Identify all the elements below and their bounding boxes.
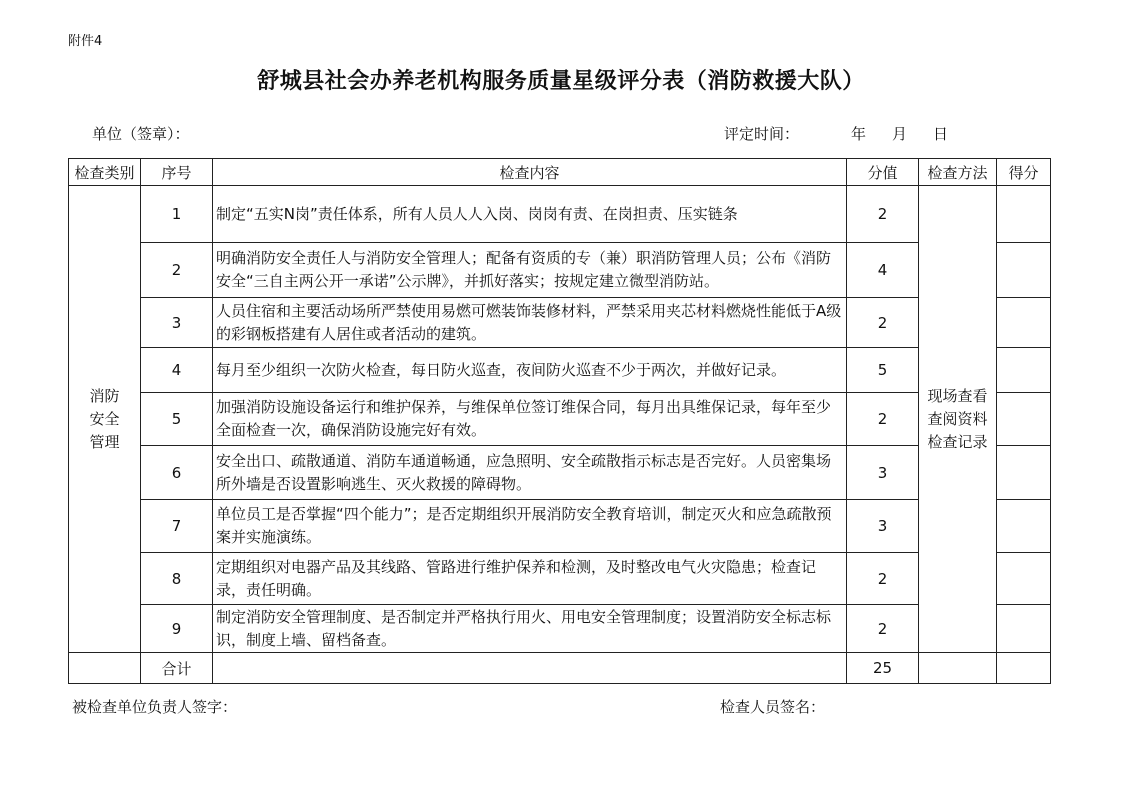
score-cell: 2	[847, 393, 919, 446]
page-title: 舒城县社会办养老机构服务质量星级评分表（消防救援大队）	[257, 69, 865, 94]
result-cell[interactable]	[997, 243, 1051, 298]
header-content: 检查内容	[213, 159, 847, 186]
total-content-cell	[213, 653, 847, 684]
total-row	[69, 653, 1051, 684]
seq-cell: 7	[141, 500, 213, 553]
method-line: 查阅资料	[927, 409, 988, 428]
inspected-unit-signature-label: 被检查单位负责人签字：	[72, 698, 238, 716]
score-cell: 2	[847, 553, 919, 605]
total-method-cell	[919, 653, 997, 684]
seq-cell: 6	[141, 446, 213, 500]
header-seq: 序号	[141, 159, 213, 186]
header-score: 分值	[847, 159, 919, 186]
table-row	[69, 446, 1051, 500]
result-cell[interactable]	[997, 348, 1051, 393]
table-row	[69, 553, 1051, 605]
seq-cell: 2	[141, 243, 213, 298]
evaluation-date-label: 评定时间：	[724, 125, 800, 143]
score-cell: 5	[847, 348, 919, 393]
score-cell: 3	[847, 446, 919, 500]
content-cell: 制定消防安全管理制度、是否制定并严格执行用火、用电安全管理制度；设置消防安全标志标识，制度上墙、留档备查。	[213, 605, 847, 653]
total-empty-cell	[69, 653, 141, 684]
header-method: 检查方法	[919, 159, 997, 186]
table-header-row	[69, 159, 1051, 186]
score-cell: 2	[847, 186, 919, 243]
seq-cell: 9	[141, 605, 213, 653]
content-cell: 人员住宿和主要活动场所严禁使用易燃可燃装饰装修材料，严禁采用夹芯材料燃烧性能低于A级的彩钢板搭建有人居住或者活动的建筑。	[213, 298, 847, 348]
result-cell[interactable]	[997, 605, 1051, 653]
category-line: 安全	[89, 409, 120, 428]
day-label: 日	[933, 125, 949, 143]
method-line: 现场查看	[927, 386, 988, 405]
table-row	[69, 500, 1051, 553]
seq-cell: 3	[141, 298, 213, 348]
inspector-signature-label: 检查人员签名：	[720, 698, 826, 716]
unit-seal-label: 单位（签章）：	[92, 125, 190, 143]
category-line: 管理	[89, 432, 120, 451]
evaluation-date	[724, 123, 948, 144]
category-cell	[69, 186, 141, 653]
seq-cell: 8	[141, 553, 213, 605]
seq-cell: 5	[141, 393, 213, 446]
seq-cell: 1	[141, 186, 213, 243]
content-cell: 每月至少组织一次防火检查，每日防火巡查，夜间防火巡查不少于两次，并做好记录。	[213, 348, 847, 393]
table-row	[69, 393, 1051, 446]
content-cell: 定期组织对电器产品及其线路、管路进行维护保养和检测，及时整改电气火灾隐患；检查记录，责任明确。	[213, 553, 847, 605]
result-cell[interactable]	[997, 446, 1051, 500]
score-cell: 2	[847, 605, 919, 653]
result-cell[interactable]	[997, 186, 1051, 243]
content-cell: 加强消防设施设备运行和维护保养，与维保单位签订维保合同，每月出具维保记录，每年至少全面检查一次，确保消防设施完好有效。	[213, 393, 847, 446]
month-label: 月	[892, 125, 908, 143]
content-cell: 明确消防安全责任人与消防安全管理人；配备有资质的专（兼）职消防管理人员；公布《消防安全“三自主两公开一承诺”公示牌》，并抓好落实；按规定建立微型消防站。	[213, 243, 847, 298]
attachment-label: 附件4	[68, 34, 103, 49]
score-cell: 4	[847, 243, 919, 298]
seq-cell: 4	[141, 348, 213, 393]
table-row	[69, 605, 1051, 653]
content-cell: 制定“五实N岗”责任体系，所有人员人人入岗、岗岗有责、在岗担责、压实链条	[213, 186, 847, 243]
category-line: 消防	[89, 386, 120, 405]
result-cell[interactable]	[997, 298, 1051, 348]
score-cell: 2	[847, 298, 919, 348]
method-cell	[919, 186, 997, 653]
total-score: 25	[847, 653, 919, 684]
result-cell[interactable]	[997, 393, 1051, 446]
method-line: 检查记录	[927, 432, 988, 451]
result-cell[interactable]	[997, 500, 1051, 553]
header-category: 检查类别	[69, 159, 141, 186]
header-result: 得分	[997, 159, 1051, 186]
score-table	[68, 158, 1051, 684]
score-cell: 3	[847, 500, 919, 553]
table-row	[69, 186, 1051, 243]
content-cell: 安全出口、疏散通道、消防车通道畅通，应急照明、安全疏散指示标志是否完好。人员密集场所外墙是否设置影响逃生、灭火救援的障碍物。	[213, 446, 847, 500]
total-label: 合计	[141, 653, 213, 684]
table-row	[69, 243, 1051, 298]
table-row	[69, 348, 1051, 393]
content-cell: 单位员工是否掌握“四个能力”；是否定期组织开展消防安全教育培训，制定灭火和应急疏散预案并实施演练。	[213, 500, 847, 553]
table-row	[69, 298, 1051, 348]
result-cell[interactable]	[997, 553, 1051, 605]
year-label: 年	[851, 125, 867, 143]
total-result-cell[interactable]	[997, 653, 1051, 684]
